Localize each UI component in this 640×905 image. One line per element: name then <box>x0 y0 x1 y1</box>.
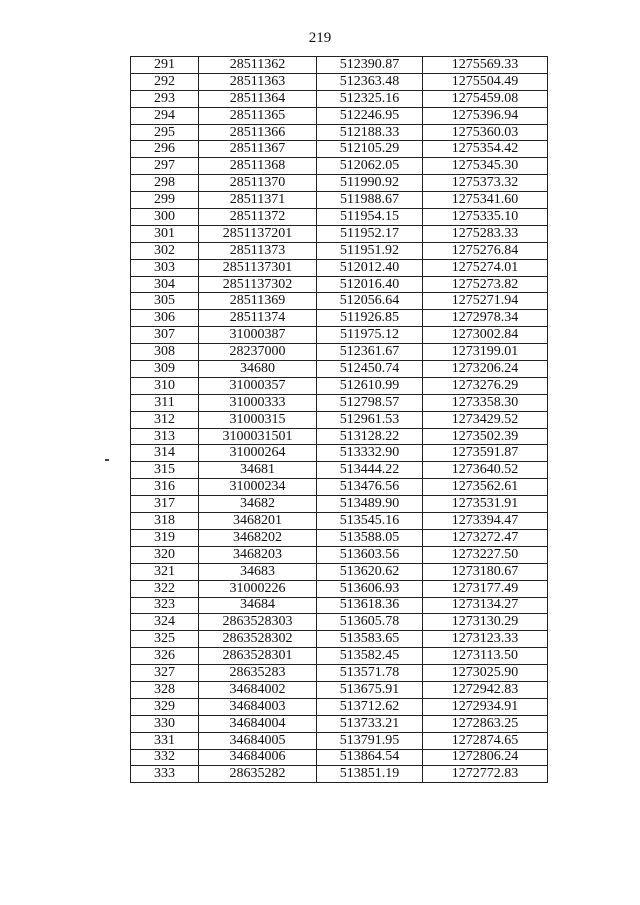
point-id-cell: 28511368 <box>199 158 317 175</box>
row-number-cell: 293 <box>131 90 199 107</box>
x-coordinate-cell: 512062.05 <box>317 158 423 175</box>
y-coordinate-cell: 1273002.84 <box>423 327 548 344</box>
y-coordinate-cell: 1275459.08 <box>423 90 548 107</box>
table-row <box>131 242 548 259</box>
y-coordinate-cell: 1275335.10 <box>423 209 548 226</box>
table-row <box>131 580 548 597</box>
y-coordinate-cell: 1275345.30 <box>423 158 548 175</box>
point-id-cell: 3468202 <box>199 529 317 546</box>
y-coordinate-cell: 1272942.83 <box>423 681 548 698</box>
row-number-cell: 328 <box>131 681 199 698</box>
x-coordinate-cell: 513791.95 <box>317 732 423 749</box>
x-coordinate-cell: 513545.16 <box>317 513 423 530</box>
y-coordinate-cell: 1273227.50 <box>423 546 548 563</box>
x-coordinate-cell: 512450.74 <box>317 361 423 378</box>
x-coordinate-cell: 513864.54 <box>317 749 423 766</box>
point-id-cell: 28511374 <box>199 310 317 327</box>
row-number-cell: 311 <box>131 394 199 411</box>
row-number-cell: 295 <box>131 124 199 141</box>
x-coordinate-cell: 511990.92 <box>317 175 423 192</box>
table-row <box>131 698 548 715</box>
point-id-cell: 28511373 <box>199 242 317 259</box>
x-coordinate-cell: 511954.15 <box>317 209 423 226</box>
row-number-cell: 309 <box>131 361 199 378</box>
y-coordinate-cell: 1273591.87 <box>423 445 548 462</box>
y-coordinate-cell: 1272874.65 <box>423 732 548 749</box>
point-id-cell: 3468201 <box>199 513 317 530</box>
table-body <box>131 57 548 783</box>
row-number-cell: 296 <box>131 141 199 158</box>
x-coordinate-cell: 513620.62 <box>317 563 423 580</box>
table-row <box>131 631 548 648</box>
y-coordinate-cell: 1273272.47 <box>423 529 548 546</box>
y-coordinate-cell: 1273025.90 <box>423 665 548 682</box>
x-coordinate-cell: 513128.22 <box>317 428 423 445</box>
row-number-cell: 294 <box>131 107 199 124</box>
y-coordinate-cell: 1275569.33 <box>423 57 548 74</box>
point-id-cell: 34684 <box>199 597 317 614</box>
point-id-cell: 28511365 <box>199 107 317 124</box>
point-id-cell: 31000226 <box>199 580 317 597</box>
y-coordinate-cell: 1272863.25 <box>423 715 548 732</box>
row-number-cell: 327 <box>131 665 199 682</box>
y-coordinate-cell: 1275504.49 <box>423 73 548 90</box>
x-coordinate-cell: 513476.56 <box>317 479 423 496</box>
row-number-cell: 313 <box>131 428 199 445</box>
x-coordinate-cell: 513606.93 <box>317 580 423 597</box>
x-coordinate-cell: 513583.65 <box>317 631 423 648</box>
x-coordinate-cell: 513712.62 <box>317 698 423 715</box>
row-number-cell: 291 <box>131 57 199 74</box>
row-number-cell: 332 <box>131 749 199 766</box>
row-number-cell: 292 <box>131 73 199 90</box>
row-number-cell: 320 <box>131 546 199 563</box>
table-row <box>131 209 548 226</box>
table-row <box>131 124 548 141</box>
y-coordinate-cell: 1273130.29 <box>423 614 548 631</box>
y-coordinate-cell: 1273358.30 <box>423 394 548 411</box>
point-id-cell: 34684003 <box>199 698 317 715</box>
point-id-cell: 2851137201 <box>199 225 317 242</box>
x-coordinate-cell: 512188.33 <box>317 124 423 141</box>
x-coordinate-cell: 512390.87 <box>317 57 423 74</box>
y-coordinate-cell: 1273562.61 <box>423 479 548 496</box>
table-row <box>131 158 548 175</box>
y-coordinate-cell: 1275271.94 <box>423 293 548 310</box>
y-coordinate-cell: 1275373.32 <box>423 175 548 192</box>
y-coordinate-cell: 1273276.29 <box>423 377 548 394</box>
row-number-cell: 316 <box>131 479 199 496</box>
y-coordinate-cell: 1272806.24 <box>423 749 548 766</box>
point-id-cell: 2863528303 <box>199 614 317 631</box>
y-coordinate-cell: 1273134.27 <box>423 597 548 614</box>
row-number-cell: 304 <box>131 276 199 293</box>
point-id-cell: 34682 <box>199 496 317 513</box>
table-row <box>131 529 548 546</box>
y-coordinate-cell: 1273180.67 <box>423 563 548 580</box>
x-coordinate-cell: 512056.64 <box>317 293 423 310</box>
y-coordinate-cell: 1275273.82 <box>423 276 548 293</box>
x-coordinate-cell: 512012.40 <box>317 259 423 276</box>
point-id-cell: 31000357 <box>199 377 317 394</box>
point-id-cell: 28237000 <box>199 344 317 361</box>
table-row <box>131 749 548 766</box>
y-coordinate-cell: 1272934.91 <box>423 698 548 715</box>
table-row <box>131 428 548 445</box>
y-coordinate-cell: 1272978.34 <box>423 310 548 327</box>
table-row <box>131 597 548 614</box>
y-coordinate-cell: 1273429.52 <box>423 411 548 428</box>
point-id-cell: 28511369 <box>199 293 317 310</box>
y-coordinate-cell: 1273177.49 <box>423 580 548 597</box>
row-number-cell: 318 <box>131 513 199 530</box>
table-row <box>131 665 548 682</box>
y-coordinate-cell: 1273502.39 <box>423 428 548 445</box>
y-coordinate-cell: 1275341.60 <box>423 192 548 209</box>
table-row <box>131 496 548 513</box>
x-coordinate-cell: 513588.05 <box>317 529 423 546</box>
y-coordinate-cell: 1273199.01 <box>423 344 548 361</box>
point-id-cell: 34684004 <box>199 715 317 732</box>
row-number-cell: 299 <box>131 192 199 209</box>
table-row <box>131 546 548 563</box>
coordinates-table <box>130 56 548 783</box>
row-number-cell: 300 <box>131 209 199 226</box>
row-number-cell: 308 <box>131 344 199 361</box>
table-row <box>131 175 548 192</box>
point-id-cell: 3100031501 <box>199 428 317 445</box>
row-number-cell: 322 <box>131 580 199 597</box>
point-id-cell: 2863528302 <box>199 631 317 648</box>
table-row <box>131 73 548 90</box>
y-coordinate-cell: 1273640.52 <box>423 462 548 479</box>
row-number-cell: 310 <box>131 377 199 394</box>
x-coordinate-cell: 513851.19 <box>317 766 423 783</box>
point-id-cell: 34684006 <box>199 749 317 766</box>
y-coordinate-cell: 1275360.03 <box>423 124 548 141</box>
point-id-cell: 28635282 <box>199 766 317 783</box>
table-row <box>131 361 548 378</box>
point-id-cell: 31000264 <box>199 445 317 462</box>
point-id-cell: 28511363 <box>199 73 317 90</box>
x-coordinate-cell: 513582.45 <box>317 648 423 665</box>
x-coordinate-cell: 512610.99 <box>317 377 423 394</box>
x-coordinate-cell: 513489.90 <box>317 496 423 513</box>
table-row <box>131 766 548 783</box>
x-coordinate-cell: 511926.85 <box>317 310 423 327</box>
point-id-cell: 28511372 <box>199 209 317 226</box>
point-id-cell: 2851137301 <box>199 259 317 276</box>
point-id-cell: 34680 <box>199 361 317 378</box>
row-number-cell: 297 <box>131 158 199 175</box>
point-id-cell: 34683 <box>199 563 317 580</box>
table-row <box>131 462 548 479</box>
table-row <box>131 563 548 580</box>
table-row <box>131 648 548 665</box>
table-row <box>131 411 548 428</box>
row-number-cell: 325 <box>131 631 199 648</box>
y-coordinate-cell: 1275396.94 <box>423 107 548 124</box>
row-number-cell: 329 <box>131 698 199 715</box>
row-number-cell: 324 <box>131 614 199 631</box>
row-number-cell: 323 <box>131 597 199 614</box>
point-id-cell: 31000234 <box>199 479 317 496</box>
row-number-cell: 315 <box>131 462 199 479</box>
table-row <box>131 107 548 124</box>
row-number-cell: 298 <box>131 175 199 192</box>
y-coordinate-cell: 1273206.24 <box>423 361 548 378</box>
table-row <box>131 614 548 631</box>
x-coordinate-cell: 512016.40 <box>317 276 423 293</box>
y-coordinate-cell: 1273531.91 <box>423 496 548 513</box>
table-row <box>131 513 548 530</box>
x-coordinate-cell: 513332.90 <box>317 445 423 462</box>
point-id-cell: 28511370 <box>199 175 317 192</box>
x-coordinate-cell: 511952.17 <box>317 225 423 242</box>
point-id-cell: 34684005 <box>199 732 317 749</box>
row-number-cell: 326 <box>131 648 199 665</box>
y-coordinate-cell: 1272772.83 <box>423 766 548 783</box>
x-coordinate-cell: 513444.22 <box>317 462 423 479</box>
x-coordinate-cell: 513675.91 <box>317 681 423 698</box>
x-coordinate-cell: 512798.57 <box>317 394 423 411</box>
table-row <box>131 225 548 242</box>
point-id-cell: 28635283 <box>199 665 317 682</box>
table-row <box>131 141 548 158</box>
x-coordinate-cell: 511951.92 <box>317 242 423 259</box>
point-id-cell: 2851137302 <box>199 276 317 293</box>
point-id-cell: 34684002 <box>199 681 317 698</box>
point-id-cell: 28511366 <box>199 124 317 141</box>
table-row <box>131 344 548 361</box>
row-number-cell: 307 <box>131 327 199 344</box>
page-number: 219 <box>308 30 332 46</box>
row-number-cell: 321 <box>131 563 199 580</box>
y-coordinate-cell: 1273113.50 <box>423 648 548 665</box>
table-row <box>131 276 548 293</box>
point-id-cell: 28511367 <box>199 141 317 158</box>
x-coordinate-cell: 513603.56 <box>317 546 423 563</box>
table-row <box>131 192 548 209</box>
row-number-cell: 317 <box>131 496 199 513</box>
x-coordinate-cell: 512105.29 <box>317 141 423 158</box>
table-row <box>131 377 548 394</box>
table-row <box>131 327 548 344</box>
row-number-cell: 301 <box>131 225 199 242</box>
table-row <box>131 479 548 496</box>
point-id-cell: 2863528301 <box>199 648 317 665</box>
row-number-cell: 302 <box>131 242 199 259</box>
row-number-cell: 303 <box>131 259 199 276</box>
row-number-cell: 314 <box>131 445 199 462</box>
table-row <box>131 293 548 310</box>
y-coordinate-cell: 1273123.33 <box>423 631 548 648</box>
x-coordinate-cell: 513733.21 <box>317 715 423 732</box>
point-id-cell: 28511364 <box>199 90 317 107</box>
row-number-cell: 305 <box>131 293 199 310</box>
x-coordinate-cell: 512325.16 <box>317 90 423 107</box>
x-coordinate-cell: 511975.12 <box>317 327 423 344</box>
table-row <box>131 681 548 698</box>
x-coordinate-cell: 512363.48 <box>317 73 423 90</box>
x-coordinate-cell: 513618.36 <box>317 597 423 614</box>
table-row <box>131 310 548 327</box>
table-row <box>131 57 548 74</box>
x-coordinate-cell: 513605.78 <box>317 614 423 631</box>
row-number-cell: 330 <box>131 715 199 732</box>
point-id-cell: 3468203 <box>199 546 317 563</box>
point-id-cell: 28511362 <box>199 57 317 74</box>
x-coordinate-cell: 512961.53 <box>317 411 423 428</box>
y-coordinate-cell: 1275283.33 <box>423 225 548 242</box>
table-row <box>131 90 548 107</box>
table-row <box>131 394 548 411</box>
margin-mark <box>105 459 109 461</box>
point-id-cell: 34681 <box>199 462 317 479</box>
row-number-cell: 319 <box>131 529 199 546</box>
row-number-cell: 333 <box>131 766 199 783</box>
table-row <box>131 732 548 749</box>
point-id-cell: 28511371 <box>199 192 317 209</box>
table-row <box>131 715 548 732</box>
point-id-cell: 31000387 <box>199 327 317 344</box>
point-id-cell: 31000333 <box>199 394 317 411</box>
row-number-cell: 306 <box>131 310 199 327</box>
x-coordinate-cell: 511988.67 <box>317 192 423 209</box>
table-row <box>131 445 548 462</box>
row-number-cell: 331 <box>131 732 199 749</box>
y-coordinate-cell: 1275276.84 <box>423 242 548 259</box>
row-number-cell: 312 <box>131 411 199 428</box>
y-coordinate-cell: 1273394.47 <box>423 513 548 530</box>
point-id-cell: 31000315 <box>199 411 317 428</box>
x-coordinate-cell: 512361.67 <box>317 344 423 361</box>
y-coordinate-cell: 1275274.01 <box>423 259 548 276</box>
x-coordinate-cell: 513571.78 <box>317 665 423 682</box>
y-coordinate-cell: 1275354.42 <box>423 141 548 158</box>
table-row <box>131 259 548 276</box>
x-coordinate-cell: 512246.95 <box>317 107 423 124</box>
